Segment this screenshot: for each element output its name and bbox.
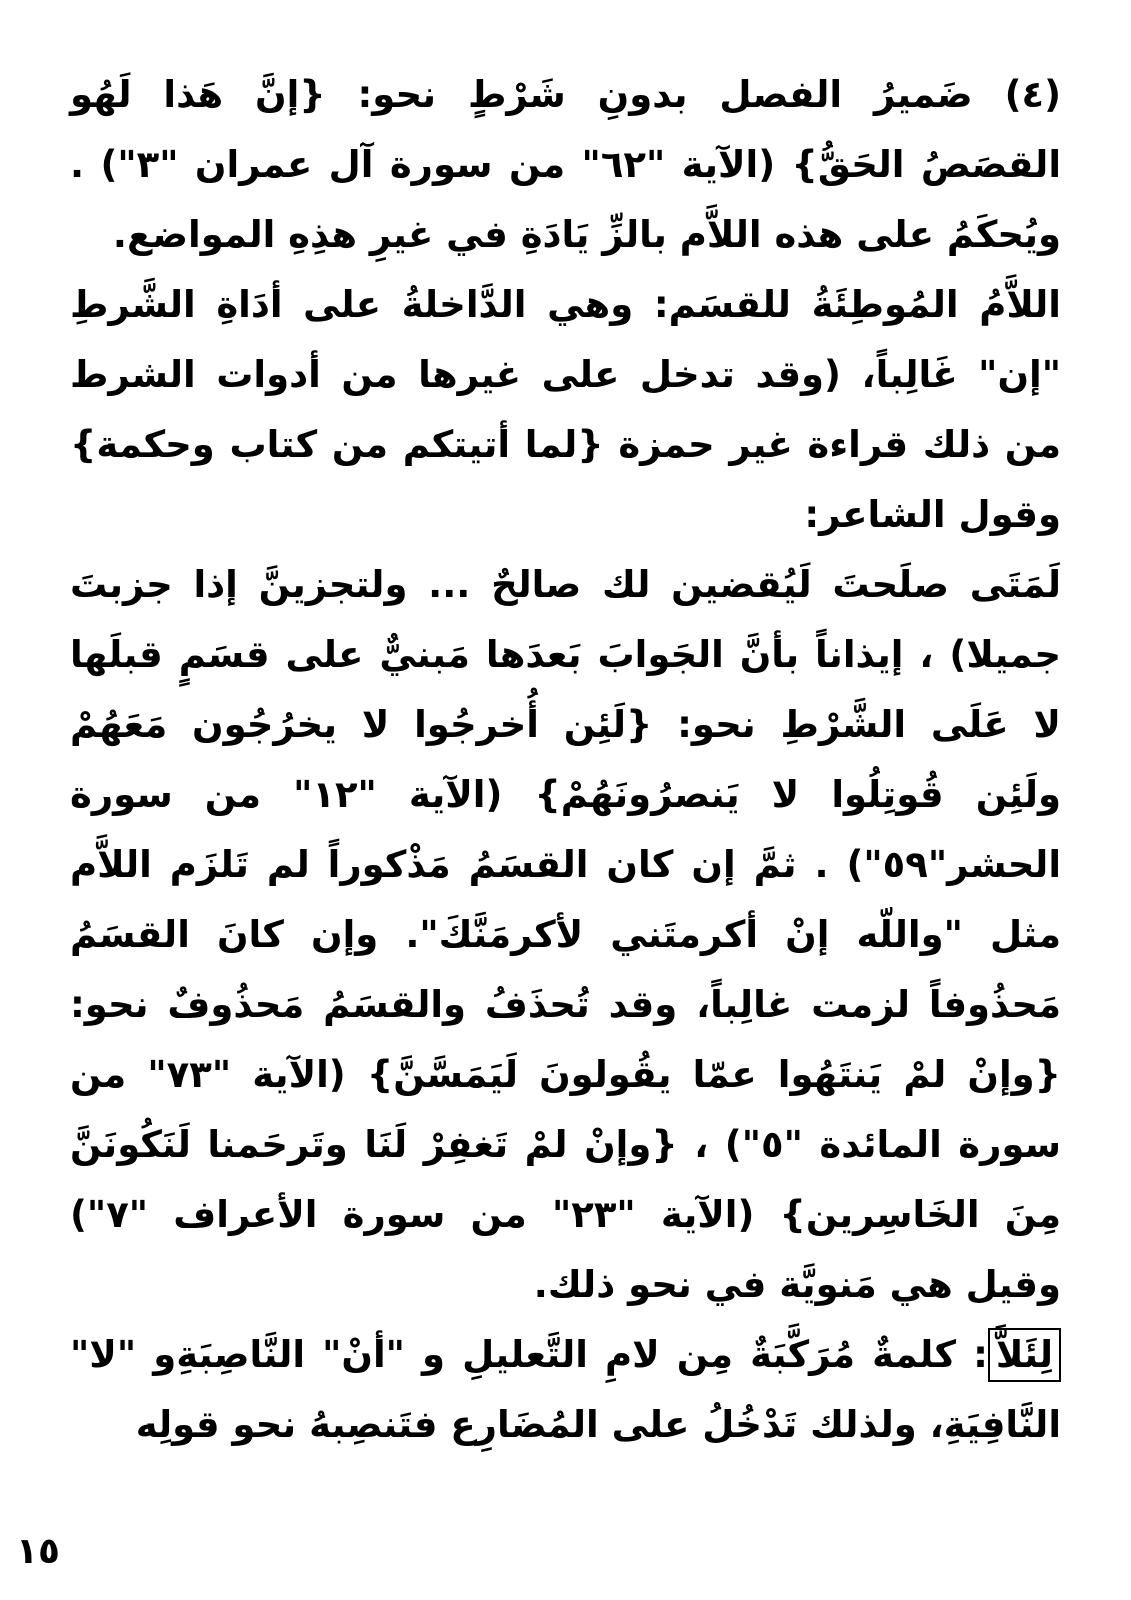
paragraph-1: (٤) ضَميرُ الفصل بدونِ شَرْطٍ نحو: {إنَّ هَذا لَهُو القصَصُ الحَقُّ} (الآية "٦٢" من سورة آل عمران "٣") . ويُحكَمُ على هذه اللاَّم بالزِّ يَادَةِ في غيرِ هذِهِ المواضع.: [70, 73, 1061, 256]
paragraph-2: اللاَّمُ المُوطِئَةُ للقسَم: وهي الدَّاخلةُ على أدَاةِ الشَّرطِ "إن" غَالِباً، (وقد تدخل على غيرها من أدوات الشرط من ذلك قراءة غير حمزة {لما أتيتكم من كتاب وحكمة} وقول الشاعر:: [70, 283, 1061, 536]
paragraph-3: لَمَتَى صلَحتَ لَيُقضين لك صالحٌ ... ولتجزينَّ إذا جزبتَ جميلا) ، إيذاناً بأنَّ الجَوابَ بَعدَها مَبنيٌّ على قسَمٍ قبلَها لا عَلَى الشَّرْطِ نحو: {لَئِن أُخرجُوا لا يخرُجُون مَعَهُمْ ولَئِن قُوتِلُوا لا يَنصرُونَهُمْ} (الآية "١٢" من سورة الحشر"٥٩") . ثمَّ إن كان القسَمُ مَذْكوراً لم تَلزَم اللاَّم مثل "واللّه إنْ أكرمتَني لأكرمَنَّكَ". وإن كانَ القسَمُ مَحذُوفاً لزمت غالِباً، وقد تُحذَفُ والقسَمُ مَحذُوفٌ نحو: {وإنْ لمْ يَنتَهُوا عمّا يقُولونَ لَيَمَسَّنَّ} (الآية "٧٣" من سورة المائدة "٥") ، {وإنْ لمْ تَغفِرْ لَنَا وتَرحَمنا لَنَكُونَنَّ مِنَ الخَاسِرين} (الآية "٢٣" من سورة الأعراف "٧") وقيل هي مَنويَّة في نحو ذلك.: [70, 563, 1062, 1306]
paragraph-4-text: : كلمةٌ مُرَكَّبَةٌ مِن لامِ التَّعليلِ و "أنْ" النَّاصِبَةِو "لا" النَّافِيَةِ، ولذلك تَدْخُلُ على المُضَارِع فتَنصِبهُ نحو قولِه: [70, 1333, 1061, 1446]
page-body: [70, 60, 1061, 1460]
boxed-term: لِئَلاَّ: [988, 1328, 1061, 1382]
paragraph-4: [70, 1320, 1061, 1460]
page-number: ١٥: [16, 1531, 60, 1572]
